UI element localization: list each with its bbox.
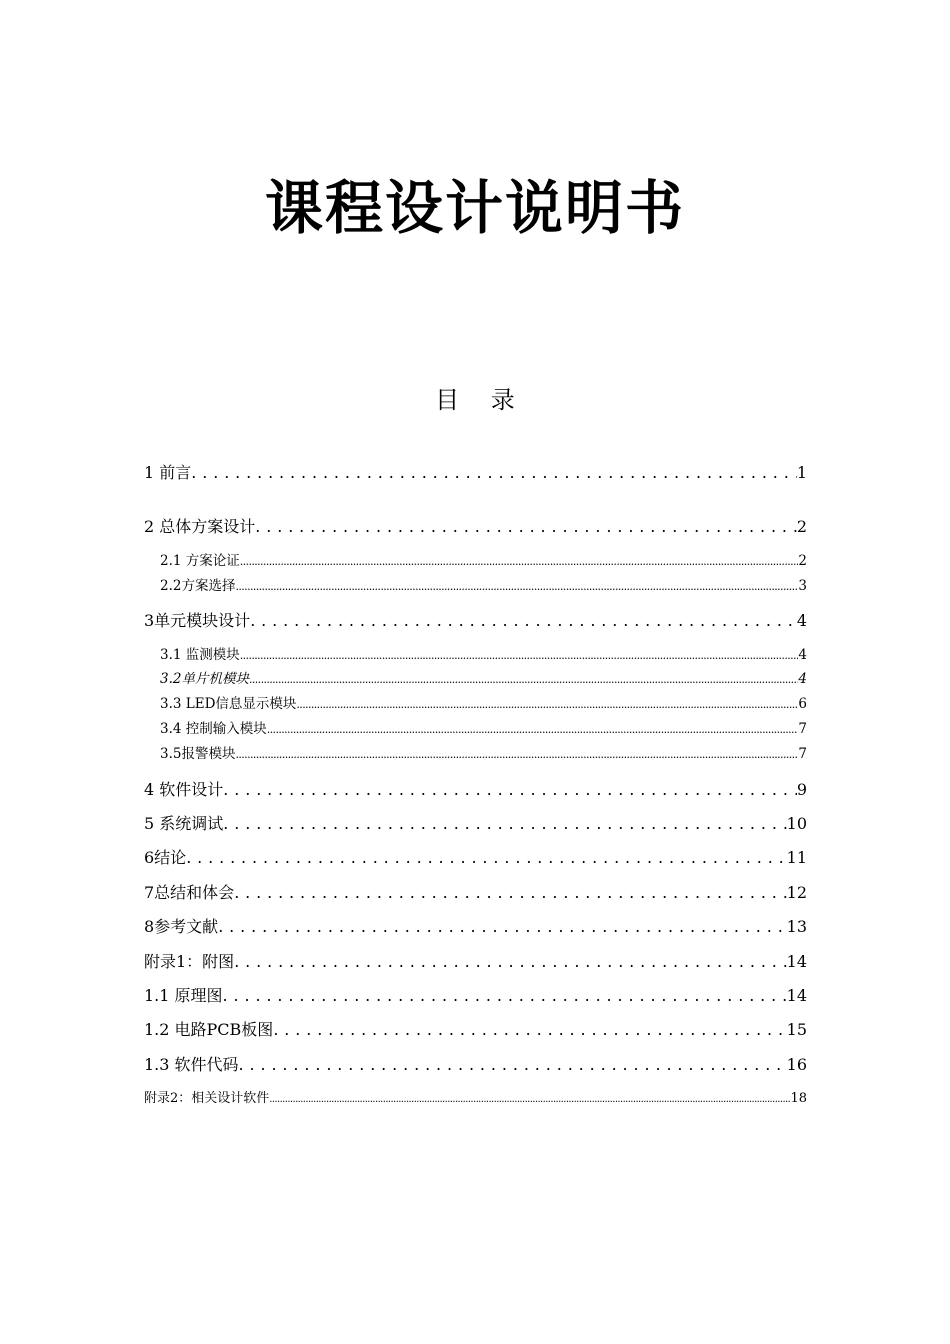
toc-entry-label: 1.3 软件代码 (144, 1055, 239, 1074)
toc-entry-summary[interactable] (144, 881, 807, 905)
toc-entry-page: 13 (786, 917, 807, 936)
toc-leader-dots (269, 1089, 790, 1110)
toc-entry-page: 4 (798, 671, 807, 687)
toc-entry-page: 11 (786, 848, 807, 867)
toc-leader-dots (239, 1053, 787, 1077)
toc-leader-dots (186, 846, 786, 870)
toc-entry-page: 14 (786, 986, 807, 1005)
document-title: 课程设计说明书 (264, 174, 685, 242)
toc-leader-dots (296, 694, 798, 715)
toc-entry-software-design[interactable] (144, 778, 807, 802)
toc-entry-label: 附录2：相关设计软件 (144, 1091, 270, 1106)
toc-entry-page: 18 (790, 1091, 807, 1106)
toc-entry-label: 2.1 方案论证 (160, 553, 240, 569)
toc-entry-label: 3.3 LED信息显示模块 (160, 696, 297, 712)
toc-entry-label: 8参考文献 (144, 917, 219, 936)
toc-entry-led-display-module[interactable] (160, 694, 807, 715)
toc-leader-dots (223, 778, 797, 802)
toc-entry-label: 5 系统调试 (144, 814, 224, 833)
toc-entry-page: 2 (798, 553, 807, 569)
toc-leader-dots (234, 881, 786, 905)
toc-entry-control-input-module[interactable] (160, 719, 807, 740)
toc-entry-page: 16 (786, 1055, 807, 1074)
toc-entry-system-debugging[interactable] (144, 812, 807, 836)
toc-leader-dots (234, 950, 786, 974)
toc-entry-monitor-module[interactable] (160, 645, 807, 666)
toc-entry-page: 1 (796, 463, 807, 482)
toc-entry-foreword[interactable] (144, 461, 807, 485)
toc-leader-dots (240, 645, 799, 666)
toc-leader-dots (218, 915, 786, 939)
toc-heading: 目 录 (435, 386, 527, 414)
toc-entry-label: 附录1：附图 (144, 952, 235, 971)
toc-entry-label: 1.2 电路PCB板图 (144, 1020, 274, 1039)
toc-leader-dots (223, 812, 786, 836)
toc-entry-label: 2 总体方案设计 (144, 517, 256, 536)
toc-leader-dots (267, 719, 799, 740)
toc-leader-dots (223, 984, 787, 1008)
toc-leader-dots (235, 744, 798, 765)
toc-entry-label: 3.1 监测模块 (160, 647, 240, 663)
toc-entry-page: 10 (786, 814, 807, 833)
toc-entry-alarm-module[interactable] (160, 744, 807, 765)
toc-entry-label: 1.1 原理图 (144, 986, 223, 1005)
toc-entry-page: 15 (786, 1020, 807, 1039)
toc-entry-unit-module-design[interactable] (144, 609, 807, 633)
toc-entry-label: 3单元模块设计 (144, 611, 251, 630)
toc-entry-page: 6 (798, 696, 807, 712)
toc-leader-dots (255, 515, 797, 539)
toc-entry-label: 6结论 (144, 848, 187, 867)
toc-entry-page: 7 (798, 746, 807, 762)
toc-entry-page: 3 (798, 578, 807, 594)
toc-entry-appendix-2[interactable] (144, 1089, 807, 1110)
toc-entry-scheme-selection[interactable] (160, 576, 807, 597)
toc-leader-dots (191, 461, 797, 485)
toc-entry-page: 12 (786, 883, 807, 902)
toc-leader-dots (235, 576, 798, 597)
toc-entry-pcb-layout[interactable] (144, 1018, 807, 1042)
toc-entry-conclusion[interactable] (144, 846, 807, 870)
toc-entry-page: 2 (796, 517, 807, 536)
toc-entry-page: 7 (798, 721, 807, 737)
toc-entry-page: 14 (786, 952, 807, 971)
toc-entry-label: 3.2单片机模块 (160, 671, 249, 687)
toc-entry-references[interactable] (144, 915, 807, 939)
toc-entry-scheme-argument[interactable] (160, 551, 807, 572)
toc-entry-page: 9 (796, 780, 807, 799)
toc-entry-label: 7总结和体会 (144, 883, 235, 902)
toc-leader-dots (240, 551, 799, 572)
toc-entry-schematic[interactable] (144, 984, 807, 1008)
toc-entry-label: 3.4 控制输入模块 (160, 721, 267, 737)
toc-entry-overall-design[interactable] (144, 515, 807, 539)
toc-leader-dots (273, 1018, 786, 1042)
toc-entry-mcu-module[interactable] (160, 669, 807, 690)
toc-leader-dots (249, 669, 798, 690)
toc-entry-label: 1 前言 (144, 463, 192, 482)
toc-entry-page: 4 (798, 647, 807, 663)
toc-leader-dots (250, 609, 797, 633)
toc-entry-label: 2.2方案选择 (160, 578, 236, 594)
toc-entry-label: 4 软件设计 (144, 780, 224, 799)
toc-entry-software-code[interactable] (144, 1053, 807, 1077)
toc-entry-appendix-1[interactable] (144, 950, 807, 974)
toc-entry-page: 4 (796, 611, 807, 630)
toc-entry-label: 3.5报警模块 (160, 746, 236, 762)
